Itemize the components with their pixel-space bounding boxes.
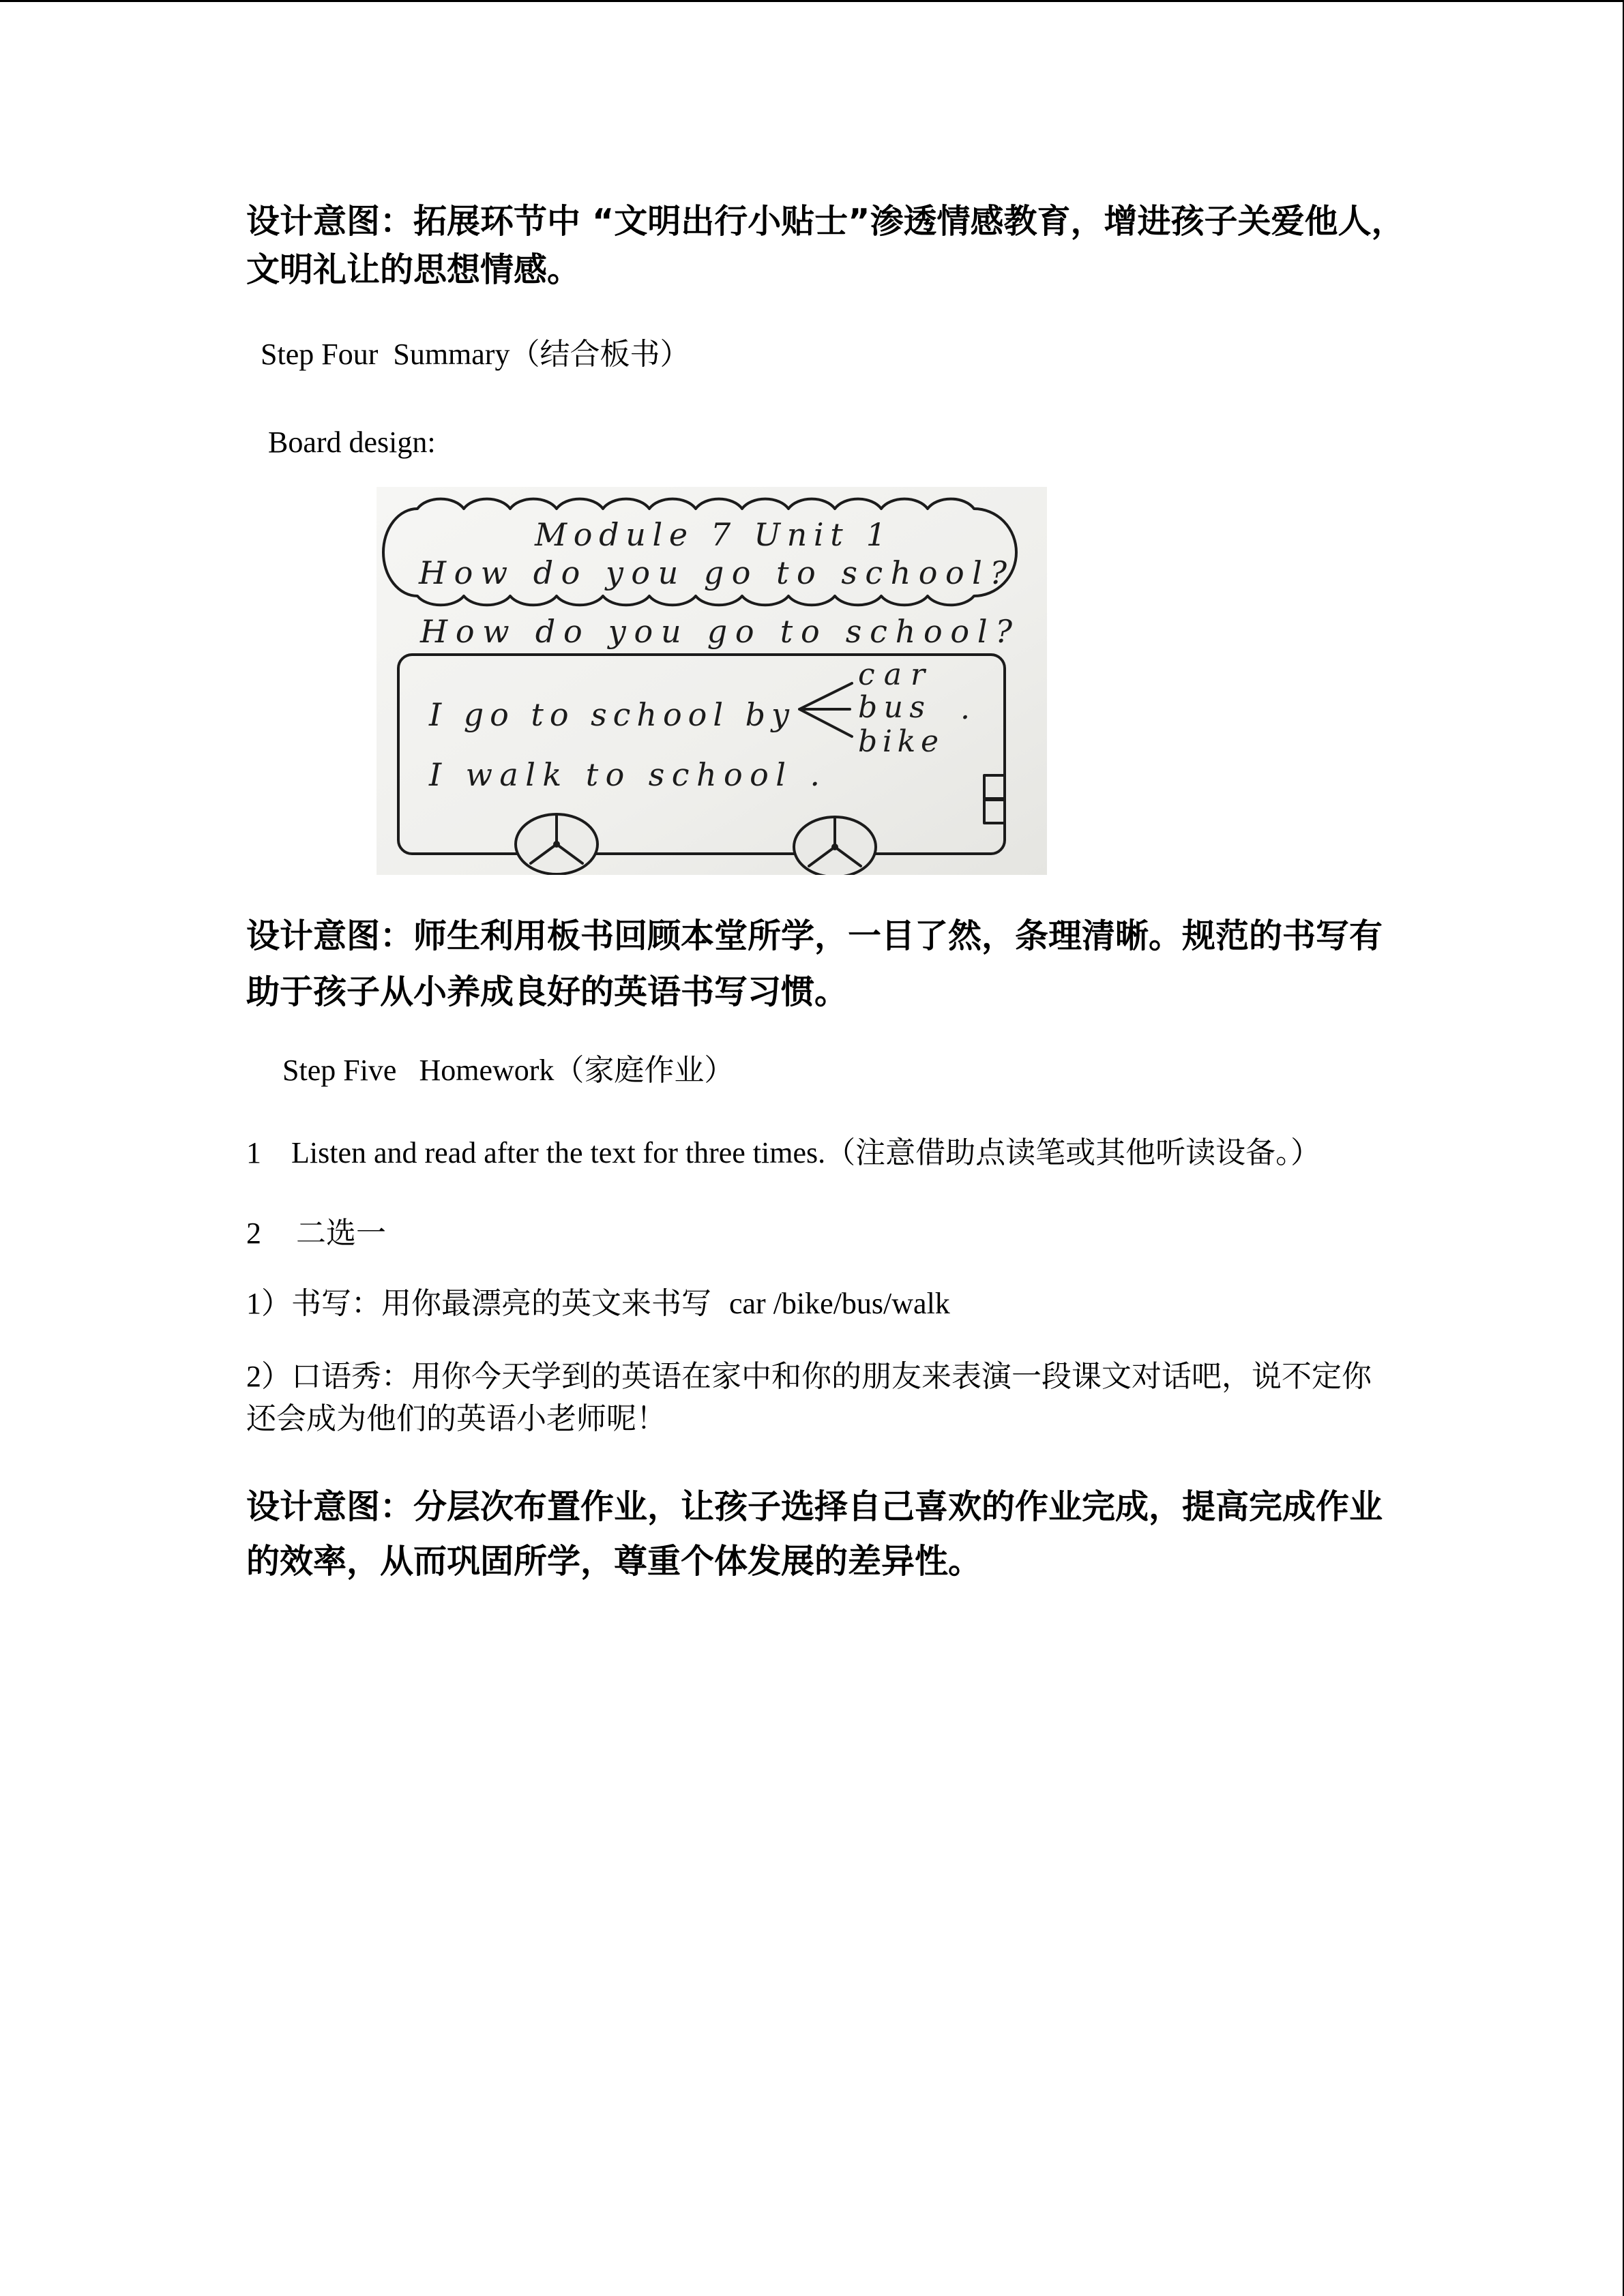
wheel-hub: [831, 844, 838, 850]
board-question: How do you go to school?: [420, 613, 1012, 650]
task-number: 1: [246, 1136, 261, 1169]
design-intent-paragraph-1: [246, 197, 1404, 294]
cloud-title: Module 7 Unit 1: [535, 516, 886, 553]
choice-label: 1）书写：用你最漂亮的英文来书写: [246, 1287, 711, 1320]
homework-task-1: [246, 1133, 1320, 1174]
option-bike: bike: [858, 724, 939, 759]
cloud-question: How do you go to school?: [419, 554, 1007, 591]
task-note: （注意借助点读笔或其他听读设备。）: [825, 1135, 1321, 1170]
choice-words: car /bike/bus/walk: [729, 1287, 950, 1320]
step-four-note: （结合板书）: [510, 338, 690, 371]
option-period: .: [960, 691, 970, 726]
step-four-heading: [261, 334, 690, 375]
task-number: 2: [246, 1217, 261, 1250]
board-design-image: [377, 487, 1047, 875]
board-design-label-text: Board design:: [268, 426, 436, 459]
design-intent-paragraph-2: [246, 908, 1383, 1020]
paragraph-line: 设计意图：师生利用板书回顾本堂所学，一目了然，条理清晰。规范的书写有: [246, 916, 1383, 955]
pattern-sentence: I go to school by: [429, 696, 789, 733]
board-design-label: [268, 422, 436, 463]
option-car: car: [858, 657, 925, 692]
design-intent-paragraph-3: [246, 1480, 1383, 1589]
step-four-title: Step Four Summary: [261, 338, 510, 371]
homework-choice-1: [246, 1283, 950, 1324]
wheel-left: [516, 814, 597, 874]
homework-choice-2: [246, 1356, 1372, 1440]
wheel-hub: [553, 841, 560, 848]
paragraph-line: 设计意图：分层次布置作业，让孩子选择自己喜欢的作业完成，提高完成作业: [246, 1487, 1383, 1526]
wheel-right: [794, 817, 876, 875]
paragraph-line: 设计意图：拓展环节中 “文明出行小贴士”渗透情感教育，增进孩子关爱他人，: [246, 202, 1405, 241]
task-text: Listen and read after the text for three times.: [291, 1136, 826, 1169]
walk-sentence: I walk to school .: [429, 756, 820, 793]
option-bus: bus: [858, 690, 925, 725]
paragraph-line: 的效率，从而巩固所学，尊重个体发展的差异性。: [246, 1542, 982, 1581]
choice-line: 2）口语秀：用你今天学到的英语在家中和你的朋友来表演一段课文对话吧，说不定你: [246, 1360, 1372, 1393]
task-text: 二选一: [296, 1216, 386, 1251]
board-drawing: [377, 487, 1047, 875]
choice-line: 还会成为他们的英语小老师呢！: [246, 1402, 666, 1435]
paragraph-line: 助于孩子从小养成良好的英语书写习惯。: [246, 972, 848, 1011]
step-five-title: Step Five Homework: [282, 1054, 555, 1087]
homework-task-2: [246, 1213, 386, 1254]
step-five-heading: [282, 1050, 734, 1091]
step-five-note: （家庭作业）: [554, 1054, 735, 1087]
paragraph-line: 文明礼让的思想情感。: [246, 250, 581, 289]
